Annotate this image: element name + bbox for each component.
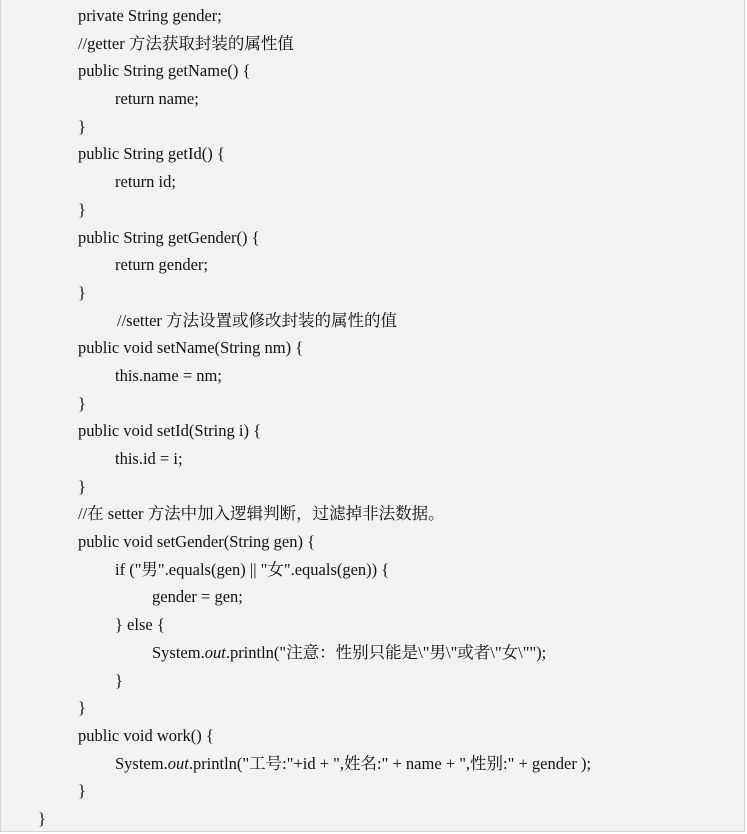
code-line-if-gender-check: if ("男".equals(gen) || "女".equals(gen)) { <box>115 559 390 579</box>
code-line-setid: public void setId(String i) { <box>78 421 261 441</box>
code-line-close-brace: } <box>115 670 123 690</box>
code-line-assign-name: this.name = nm; <box>115 365 222 385</box>
code-line-assign-id: this.id = i; <box>115 449 183 468</box>
code-line-work: public void work() { <box>78 725 214 745</box>
code-line-getgender: public String getGender() { <box>78 227 260 247</box>
code-line-close-brace: } <box>78 282 86 302</box>
code-token-system: System. <box>115 753 168 773</box>
code-line-setname: public void setName(String nm) { <box>78 338 304 358</box>
code-line-return-gender: return gender; <box>115 255 208 275</box>
code-line-class-close-brace: } <box>38 808 46 828</box>
code-line-close-brace: } <box>78 781 86 801</box>
code-line-getid: public String getId() { <box>78 144 225 164</box>
code-token-out: out <box>204 642 226 662</box>
code-token-out: out <box>167 753 189 773</box>
code-line-close-brace: } <box>78 698 86 718</box>
code-line-return-name: return name; <box>115 89 199 109</box>
code-line-field-gender: private String gender; <box>78 6 222 25</box>
code-line-setgender: public void setGender(String gen) { <box>78 532 316 552</box>
code-comment-getter: //getter 方法获取封装的属性值 <box>78 33 294 53</box>
code-line-close-brace: } <box>78 199 86 219</box>
code-line-assign-gender: gender = gen; <box>152 587 243 607</box>
code-line-close-brace: } <box>78 116 86 136</box>
code-line-getname: public String getName() { <box>78 61 251 81</box>
code-line-return-id: return id; <box>115 172 176 192</box>
code-line-close-brace: } <box>78 476 86 496</box>
code-line-println-warning <box>1 639 744 667</box>
code-token-system: System. <box>152 642 205 662</box>
code-token-println-args: .println("注意：性别只能是\"男\"或者\"女\""); <box>225 642 547 662</box>
code-token-println-args: .println("工号:"+id + ",姓名:" + name + ",性别:" + gender ); <box>188 753 592 773</box>
code-line-else: } else { <box>115 615 165 635</box>
code-line-println-info <box>1 750 744 778</box>
code-line-close-brace: } <box>78 393 86 413</box>
code-comment-setter: //setter 方法设置或修改封装的属性的值 <box>117 310 398 330</box>
code-comment-validation: //在 setter 方法中加入逻辑判断，过滤掉非法数据。 <box>78 504 445 524</box>
